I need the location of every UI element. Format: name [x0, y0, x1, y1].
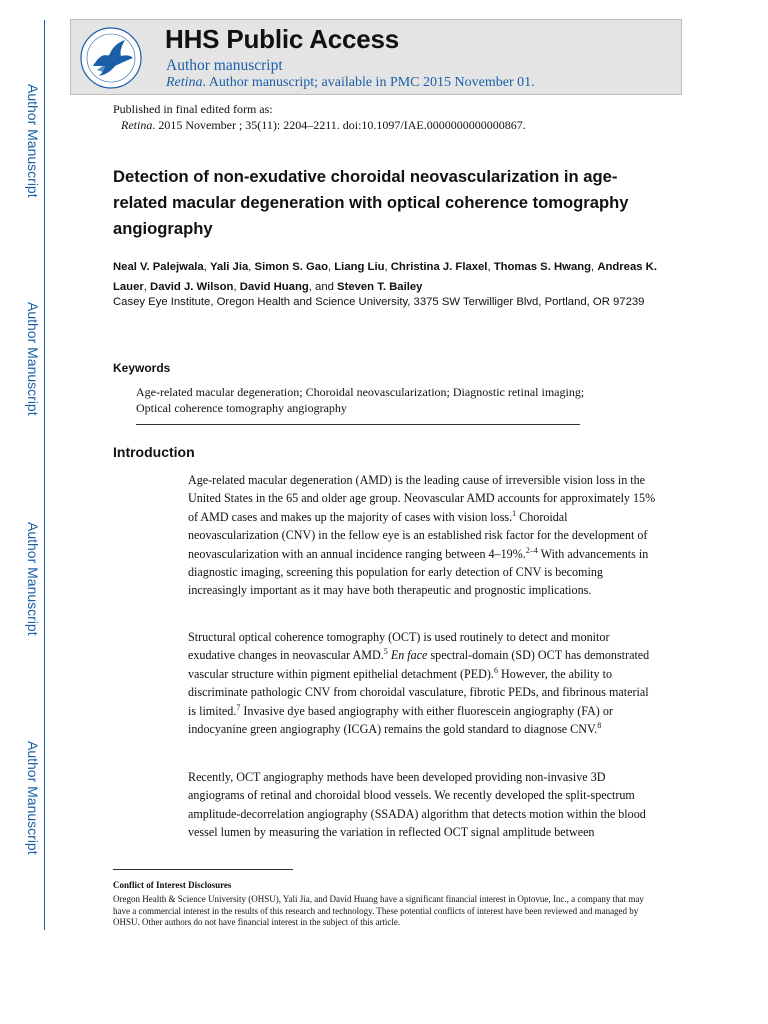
side-label-author-manuscript: Author Manuscript: [25, 741, 41, 855]
author-separator: , and: [308, 281, 338, 293]
author-name: Christina J. Flaxel: [390, 261, 488, 273]
intro-paragraph-1: [188, 471, 658, 600]
author-separator: ,: [233, 281, 240, 293]
text-run: Choroidal neovascularization (CNV) in the fellow eye is an established risk factor for the development of neovascularization with an annual incidence ranging between 4–19%.: [188, 509, 648, 561]
text-run: Invasive dye based angiography with either fluorescein angiography (FA) or indocyanine green angiography (ICGA) remains the gold standard to diagnose CNV.: [188, 703, 613, 737]
author-name: Neal V. Palejwala: [113, 261, 204, 273]
published-citation: [113, 101, 526, 133]
footnote-divider: [113, 869, 293, 870]
author-list: [113, 257, 658, 297]
author-separator: ,: [487, 261, 494, 273]
citation-ref: 8: [597, 721, 602, 730]
availability-text: . Author manuscript; available in PMC 2015 November 01.: [202, 75, 535, 90]
author-name: David J. Wilson: [150, 281, 234, 293]
text-run: Structural optical coherence tomography (OCT) is used routinely to detect and monitor exudative changes in neovascular AMD.: [188, 630, 610, 663]
keywords-heading: Keywords: [113, 361, 171, 375]
side-label-author-manuscript: Author Manuscript: [25, 84, 41, 198]
text-run: Recently, OCT angiography methods have been developed providing non-invasive 3D angiograms of retinal and choroidal blood vessels. We recently developed the split-spectrum amplitude-decorrelation angiography (SSADA) algorithm that detects motion within the blood vessel lumen by measuring the variation in reflected OCT signal amplitude between: [188, 770, 646, 840]
text-run: However, the ability to discriminate pathologic CNV from choroidal vasculature, fibrotic PEDs, and fibrinous material is limited.: [188, 666, 649, 718]
author-name: Andreas K. Lauer: [113, 261, 657, 293]
hhs-public-access-title: HHS Public Access: [165, 24, 400, 54]
citation-line: [113, 117, 526, 133]
citation-ref: 7: [236, 702, 241, 712]
side-label-author-manuscript: Author Manuscript: [25, 522, 41, 636]
intro-paragraph-3: [188, 768, 658, 842]
citation-ref: 1: [512, 508, 517, 518]
citation-ref: 6: [493, 665, 498, 675]
journal-name: Retina: [166, 75, 203, 90]
text-run: With advancements in diagnostic imaging, screening this population for early detection of CNV is becoming increasingly important as it may have both therapeutic and prognostic implications.: [188, 546, 649, 598]
author-separator: ,: [143, 281, 151, 293]
manuscript-availability: [166, 75, 535, 91]
text-run: Age-related macular degeneration (AMD) is the leading cause of irreversible vision loss in the United States in the 65 and older age group. Neovascular AMD accounts for approximately 15% of AMD cases and makes up the majority of cases with vision loss.: [188, 473, 656, 524]
author-name: Steven T. Bailey: [337, 281, 423, 293]
author-name: Simon S. Gao: [254, 261, 328, 273]
author-name: David Huang: [239, 281, 309, 293]
intro-paragraph-2: [188, 628, 658, 738]
italic-term: En face: [390, 648, 428, 663]
citation-journal: Retina: [121, 118, 153, 132]
citation-details: . 2015 November ; 35(11): 2204–2211. doi:10.1097/IAE.0000000000000867.: [152, 118, 526, 132]
citation-ref: 2–4: [525, 545, 538, 555]
affiliation: Casey Eye Institute, Oregon Health and Science University, 3375 SW Terwilliger Blvd, Portland, OR 97239: [113, 296, 645, 308]
hhs-eagle-seal-icon: [79, 26, 143, 90]
author-separator: ,: [384, 261, 391, 273]
introduction-heading: Introduction: [113, 444, 195, 460]
article-title: Detection of non-exudative choroidal neovascularization in age-related macular degeneration with optical coherence tomography angiography: [113, 167, 629, 238]
citation-ref: 5: [383, 647, 388, 657]
author-manuscript-subtitle: Author manuscript: [166, 57, 283, 74]
author-separator: ,: [203, 261, 210, 273]
author-separator: ,: [248, 261, 255, 273]
hhs-header: [70, 19, 682, 95]
footnote-text: Oregon Health & Science University (OHSU), Yali Jia, and David Huang have a significant financial interest in Optovue, Inc., a company that may have a commercial interest in the results of this research and technology. These potential conflicts of interest have been reviewed and managed by OHSU. Other authors do not have financial interest in the subject of this article.: [113, 894, 644, 927]
footnote-heading: Conflict of Interest Disclosures: [113, 880, 232, 890]
author-separator: ,: [328, 261, 335, 273]
author-separator: ,: [591, 261, 598, 273]
side-label-author-manuscript: Author Manuscript: [25, 302, 41, 416]
published-label: Published in final edited form as:: [113, 102, 273, 116]
margin-rule: [44, 20, 45, 930]
text-run: spectral-domain (SD) OCT has demonstrated vascular structure within pigment epithelial detachment (PED).: [188, 648, 650, 681]
keywords-divider: [136, 424, 580, 425]
author-name: Liang Liu: [334, 261, 385, 273]
keywords-text: Age-related macular degeneration; Choroidal neovascularization; Diagnostic retinal imaging; Optical coherence tomography angiography: [136, 385, 585, 415]
author-name: Yali Jia: [209, 261, 249, 273]
author-name: Thomas S. Hwang: [493, 261, 592, 273]
